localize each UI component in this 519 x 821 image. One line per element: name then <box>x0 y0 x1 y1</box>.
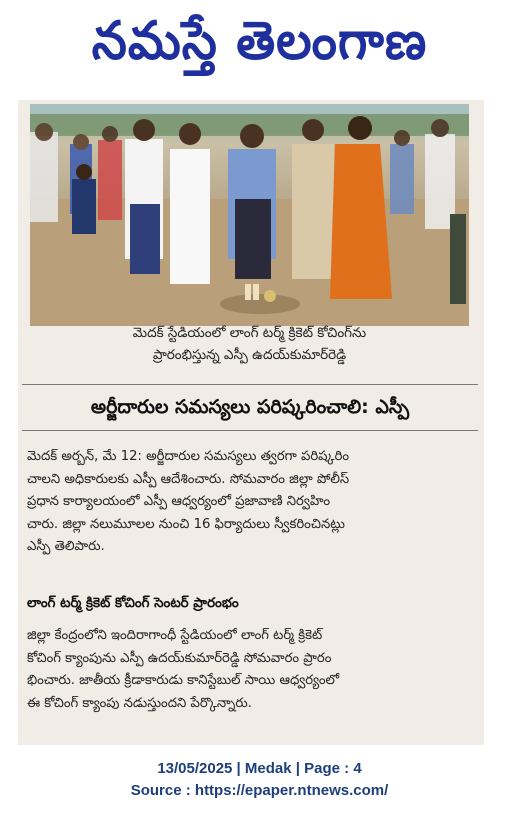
article-subheading: లాంగ్ టర్మ్ క్రికెట్ కోచింగ్ సెంటర్ ప్రారంభం <box>27 596 239 611</box>
footer-source-line: Source : https://epaper.ntnews.com/ <box>130 782 389 799</box>
photo-caption <box>30 322 469 366</box>
source-footer <box>0 758 519 802</box>
article-body-2 <box>27 625 473 715</box>
article-line: ఎస్పీ తెలిపారు. <box>27 539 105 554</box>
article-body <box>27 446 473 559</box>
newspaper-title: నమస్తే తెలంగాణ <box>91 10 428 72</box>
footer-date-line: 13/05/2025 | Medak | Page : 4 <box>157 760 362 777</box>
article-line: చారు. జిల్లా నలుమూలల నుంచి 16 ఫిర్యాదులు స్వీకరించినట్లు <box>27 516 345 532</box>
divider <box>22 430 478 431</box>
cut-off-text <box>200 738 360 745</box>
news-photo <box>30 104 469 326</box>
article-line: చాలని అధికారులకు ఎస్పీ ఆదేశించారు. సోమవారం జిల్లా పోలీస్ <box>27 471 350 487</box>
article-line: ఈ కోచింగ్ క్యాంపు నడుస్తుందని పేర్కొన్నారు. <box>27 695 252 711</box>
article-line: ప్రధాన కార్యాలయంలో ఎస్పీ ఆధ్వర్యంలో ప్రజావాణి నిర్వహిం <box>27 494 331 509</box>
article-line: మెదక్ అర్బన్, మే 12: అర్జీదారుల సమస్యలు త్వరగా పరిష్కరిం <box>27 449 350 464</box>
caption-line: ప్రారంభిస్తున్న ఎస్పీ ఉదయ్‌కుమార్‌రెడ్డి <box>152 347 347 363</box>
caption-line: మెదక్ స్టేడియంలో లాంగ్ టర్మ్ క్రికెట్ కోచింగ్‌ను <box>132 325 367 341</box>
article-line: కోచింగ్ క్యాంపును ఎస్పీ ఉదయ్‌కుమార్‌రెడ్డి సోమవారం ప్రారం <box>27 650 332 666</box>
divider <box>22 384 478 385</box>
masthead <box>0 0 519 95</box>
article-headline: అర్జీదారుల సమస్యలు పరిష్కరించాలి: ఎస్పీ <box>90 396 410 418</box>
article-line: జిల్లా కేంద్రంలోని ఇందిరాగాంధీ స్టేడియంలో లాంగ్ టర్మ్ క్రికెట్ <box>27 628 323 643</box>
article-line: భించారు. జాతీయ క్రీడాకారుడు కానిస్టేబుల్ సాయి ఆధ్వర్యంలో <box>27 673 340 688</box>
